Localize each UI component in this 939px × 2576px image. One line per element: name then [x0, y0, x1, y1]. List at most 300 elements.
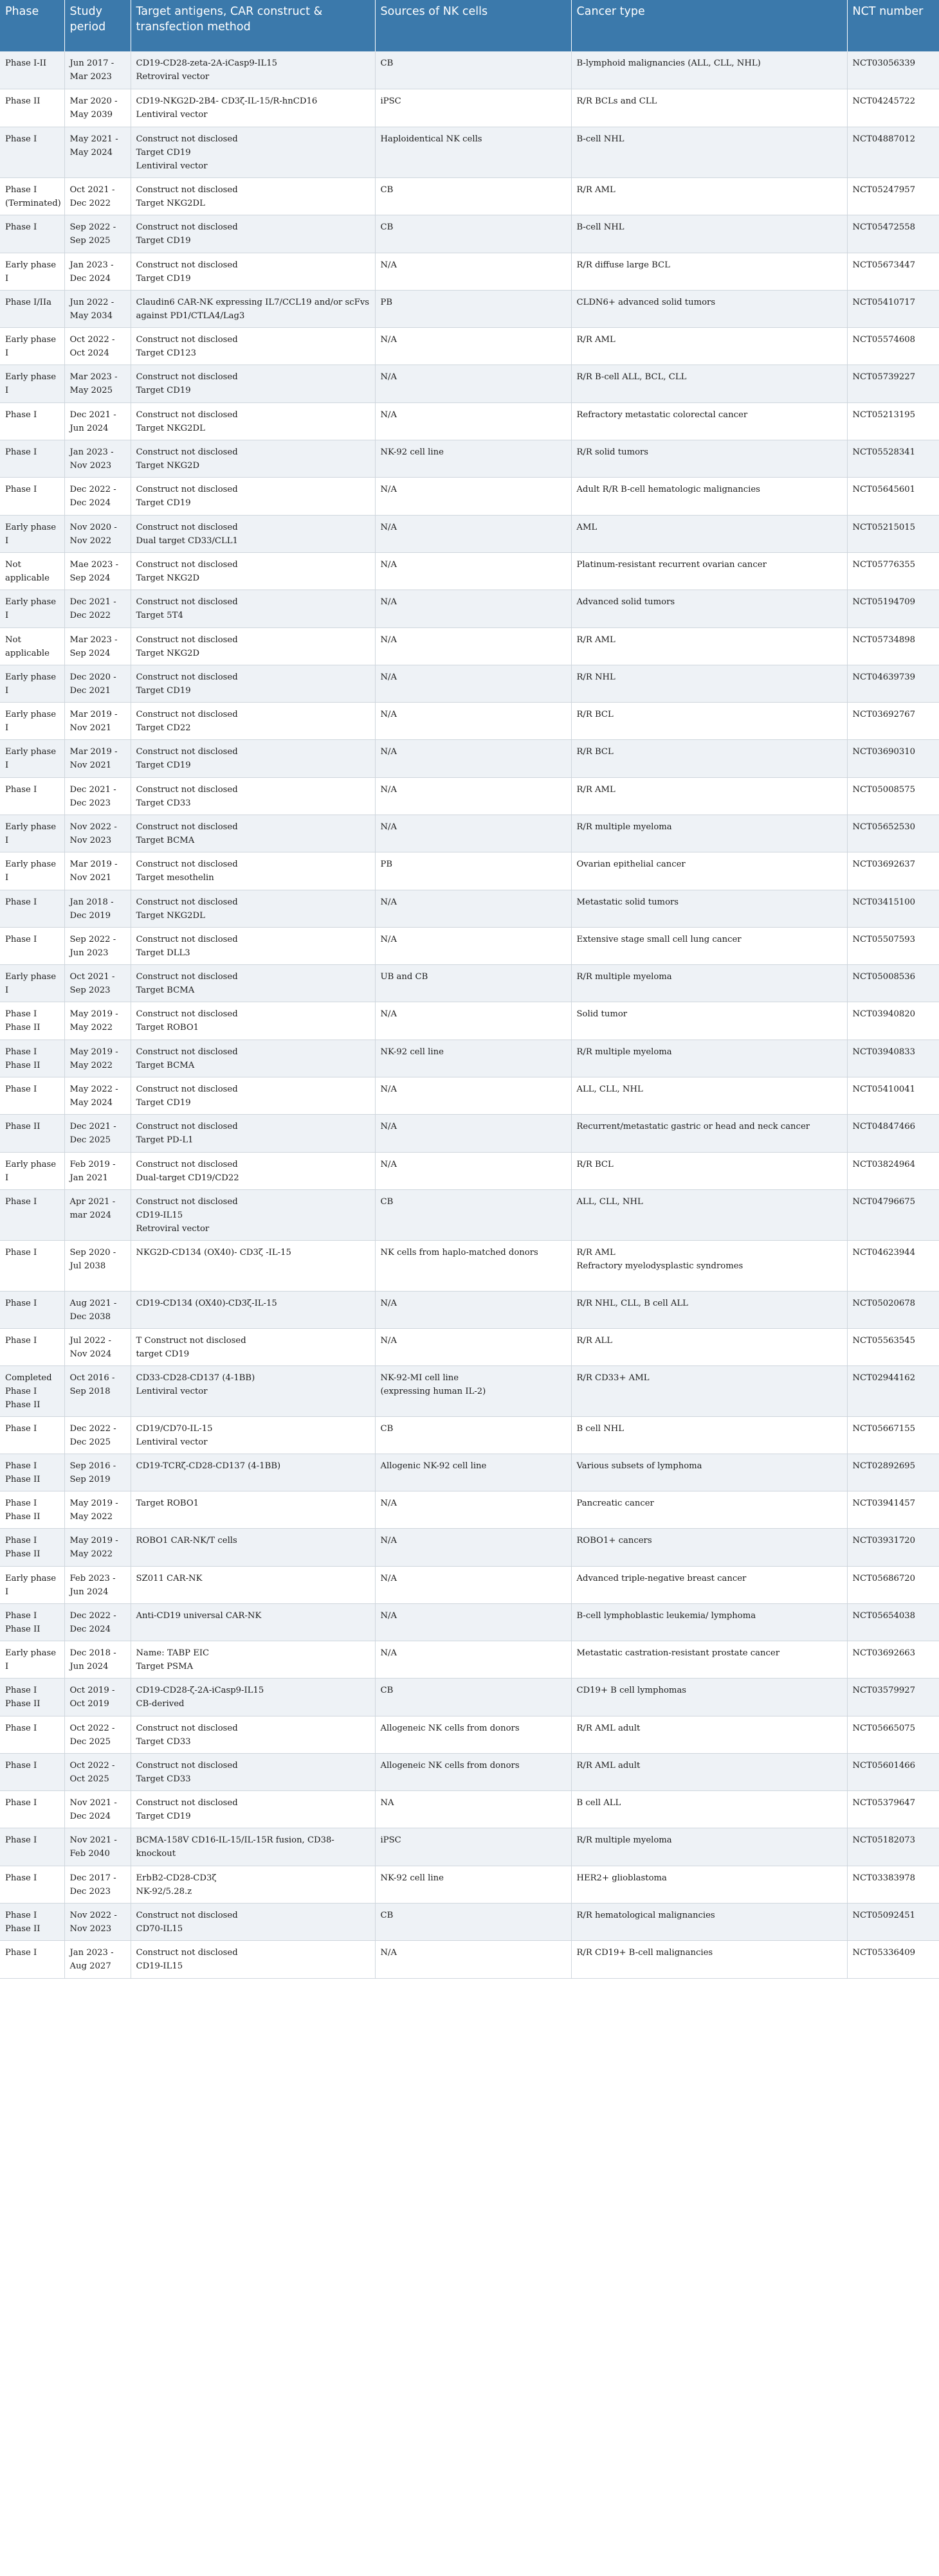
target-antigen-cell: Construct not disclosed Target CD19 [131, 665, 375, 702]
table-row [0, 890, 939, 927]
nct-number-cell: NCT03415100 [847, 890, 939, 927]
phase-cell: Completed Phase I Phase II [0, 1365, 64, 1416]
nk-source-cell: N/A [375, 590, 571, 627]
nk-source-cell: N/A [375, 365, 571, 402]
target-antigen-cell: Construct not disclosed Target mesothelin [131, 852, 375, 890]
table-row [0, 1603, 939, 1641]
cancer-type-cell: Recurrent/metastatic gastric or head and neck cancer [571, 1114, 847, 1152]
nct-number-cell: NCT05410041 [847, 1077, 939, 1114]
cancer-type-cell: R/R AML [571, 777, 847, 815]
study-period-cell: Dec 2017 - Dec 2023 [64, 1866, 131, 1903]
cancer-type-cell: R/R multiple myeloma [571, 1040, 847, 1077]
target-antigen-cell: NKG2D-CD134 (OX40)- CD3ζ -IL-15 [131, 1240, 375, 1291]
phase-cell: Not applicable [0, 627, 64, 665]
nk-source-cell: N/A [375, 777, 571, 815]
nct-number-cell: NCT03690310 [847, 739, 939, 777]
table-row [0, 1077, 939, 1114]
phase-cell: Early phase I [0, 1566, 64, 1603]
study-period-cell: Dec 2022 - Dec 2025 [64, 1416, 131, 1454]
nk-source-cell: N/A [375, 739, 571, 777]
nk-source-cell: N/A [375, 1114, 571, 1152]
cancer-type-cell: R/R NHL, CLL, B cell ALL [571, 1291, 847, 1328]
study-period-cell: Feb 2023 - Jun 2024 [64, 1566, 131, 1603]
phase-cell: Early phase I [0, 1641, 64, 1678]
table-body [0, 51, 939, 1978]
phase-cell: Early phase I [0, 702, 64, 739]
table-row [0, 1416, 939, 1454]
cancer-type-cell: R/R AML [571, 327, 847, 365]
study-period-cell: Sep 2020 - Jul 2038 [64, 1240, 131, 1291]
table-row [0, 964, 939, 1002]
target-antigen-cell: Construct not disclosed Target CD19 [131, 253, 375, 290]
table-row [0, 440, 939, 477]
nk-source-cell: N/A [375, 477, 571, 515]
table-row [0, 1189, 939, 1240]
nk-source-cell: iPSC [375, 89, 571, 127]
study-period-cell: Apr 2021 - mar 2024 [64, 1189, 131, 1240]
table-row [0, 1454, 939, 1491]
target-antigen-cell: CD19-CD28-zeta-2A-iCasp9-IL15 Retroviral vector [131, 51, 375, 89]
nct-number-cell: NCT02944162 [847, 1365, 939, 1416]
cancer-type-cell: R/R multiple myeloma [571, 815, 847, 852]
cancer-type-cell: Metastatic castration-resistant prostate cancer [571, 1641, 847, 1678]
phase-cell: Early phase I [0, 253, 64, 290]
nct-number-cell: NCT05673447 [847, 253, 939, 290]
nk-source-cell: N/A [375, 665, 571, 702]
cancer-type-cell: R/R CD33+ AML [571, 1365, 847, 1416]
nct-number-cell: NCT03383978 [847, 1866, 939, 1903]
nk-source-cell: CB [375, 1678, 571, 1716]
table-row [0, 51, 939, 89]
target-antigen-cell: Construct not disclosed Dual-target CD19/CD22 [131, 1152, 375, 1189]
nct-number-cell: NCT03056339 [847, 51, 939, 89]
target-antigen-cell: Construct not disclosed Target NKG2DL [131, 402, 375, 440]
nct-number-cell: NCT05686720 [847, 1566, 939, 1603]
target-antigen-cell: SZ011 CAR-NK [131, 1566, 375, 1603]
nct-number-cell: NCT05574608 [847, 327, 939, 365]
study-period-cell: May 2019 - May 2022 [64, 1002, 131, 1040]
cancer-type-cell: R/R hematological malignancies [571, 1903, 847, 1940]
target-antigen-cell: Construct not disclosed Target CD19 [131, 1077, 375, 1114]
study-period-cell: Dec 2021 - Jun 2024 [64, 402, 131, 440]
table-row [0, 215, 939, 253]
header-nk-source: Sources of NK cells [375, 0, 571, 51]
study-period-cell: Oct 2019 - Oct 2019 [64, 1678, 131, 1716]
nk-source-cell: N/A [375, 890, 571, 927]
table-row [0, 777, 939, 815]
study-period-cell: Mar 2019 - Nov 2021 [64, 702, 131, 739]
cancer-type-cell: R/R multiple myeloma [571, 964, 847, 1002]
phase-cell: Phase I [0, 1240, 64, 1291]
phase-cell: Phase I [0, 1753, 64, 1790]
study-period-cell: Dec 2021 - Dec 2025 [64, 1114, 131, 1152]
study-period-cell: May 2019 - May 2022 [64, 1040, 131, 1077]
target-antigen-cell: CD19/CD70-IL-15 Lentiviral vector [131, 1416, 375, 1454]
cancer-type-cell: ALL, CLL, NHL [571, 1189, 847, 1240]
phase-cell: Early phase I [0, 739, 64, 777]
nk-source-cell: iPSC [375, 1828, 571, 1866]
phase-cell: Phase I [0, 927, 64, 964]
target-antigen-cell: Construct not disclosed Target CD19 [131, 477, 375, 515]
table-row [0, 702, 939, 739]
table-row [0, 1566, 939, 1603]
cancer-type-cell: Various subsets of lymphoma [571, 1454, 847, 1491]
target-antigen-cell: Construct not disclosed Target NKG2D [131, 627, 375, 665]
nk-source-cell: Haploidentical NK cells [375, 127, 571, 177]
nk-source-cell: N/A [375, 927, 571, 964]
phase-cell: Not applicable [0, 552, 64, 590]
table-row [0, 1866, 939, 1903]
nct-number-cell: NCT03940820 [847, 1002, 939, 1040]
table-row [0, 739, 939, 777]
table-row [0, 1641, 939, 1678]
table-row [0, 1903, 939, 1940]
cancer-type-cell: R/R multiple myeloma [571, 1828, 847, 1866]
study-period-cell: Dec 2018 - Jun 2024 [64, 1641, 131, 1678]
cancer-type-cell: Ovarian epithelial cancer [571, 852, 847, 890]
phase-cell: Phase I [0, 440, 64, 477]
cancer-type-cell: R/R BCL [571, 739, 847, 777]
study-period-cell: Dec 2021 - Dec 2023 [64, 777, 131, 815]
nct-number-cell: NCT05734898 [847, 627, 939, 665]
cancer-type-cell: Refractory metastatic colorectal cancer [571, 402, 847, 440]
nk-source-cell: CB [375, 177, 571, 215]
nct-number-cell: NCT05507593 [847, 927, 939, 964]
nct-number-cell: NCT03692663 [847, 1641, 939, 1678]
study-period-cell: Jun 2022 - May 2034 [64, 290, 131, 327]
nct-number-cell: NCT03824964 [847, 1152, 939, 1189]
study-period-cell: Mar 2023 - May 2025 [64, 365, 131, 402]
nk-source-cell: NK-92 cell line [375, 440, 571, 477]
phase-cell: Phase I-II [0, 51, 64, 89]
nk-source-cell: N/A [375, 702, 571, 739]
nk-source-cell: N/A [375, 1291, 571, 1328]
study-period-cell: Jan 2023 - Nov 2023 [64, 440, 131, 477]
cancer-type-cell: B cell NHL [571, 1416, 847, 1454]
nct-number-cell: NCT05563545 [847, 1328, 939, 1365]
table-row [0, 1002, 939, 1040]
cancer-type-cell: R/R AML [571, 177, 847, 215]
nct-number-cell: NCT05213195 [847, 402, 939, 440]
nct-number-cell: NCT03579927 [847, 1678, 939, 1716]
nk-source-cell: N/A [375, 1002, 571, 1040]
phase-cell: Phase I [0, 477, 64, 515]
target-antigen-cell: CD19-CD134 (OX40)-CD3ζ-IL-15 [131, 1291, 375, 1328]
target-antigen-cell: Anti-CD19 universal CAR-NK [131, 1603, 375, 1641]
target-antigen-cell: Construct not disclosed Target CD123 [131, 327, 375, 365]
table-row [0, 627, 939, 665]
nct-number-cell: NCT03692637 [847, 852, 939, 890]
nk-source-cell: CB [375, 1903, 571, 1940]
cancer-type-cell: ALL, CLL, NHL [571, 1077, 847, 1114]
target-antigen-cell: Construct not disclosed Target NKG2D [131, 440, 375, 477]
study-period-cell: Mae 2023 - Sep 2024 [64, 552, 131, 590]
phase-cell: Early phase I [0, 515, 64, 552]
nct-number-cell: NCT05472558 [847, 215, 939, 253]
table-row [0, 515, 939, 552]
nct-number-cell: NCT05020678 [847, 1291, 939, 1328]
target-antigen-cell: Construct not disclosed Target BCMA [131, 1040, 375, 1077]
header-nct-number: NCT number [847, 0, 939, 51]
phase-cell: Early phase I [0, 852, 64, 890]
study-period-cell: Mar 2020 - May 2039 [64, 89, 131, 127]
cancer-type-cell: Pancreatic cancer [571, 1491, 847, 1528]
phase-cell: Phase I/IIa [0, 290, 64, 327]
table-row [0, 1678, 939, 1716]
phase-cell: Phase I [0, 1077, 64, 1114]
phase-cell: Phase I [0, 215, 64, 253]
phase-cell: Phase I [0, 1828, 64, 1866]
nk-source-cell: UB and CB [375, 964, 571, 1002]
nct-number-cell: NCT05528341 [847, 440, 939, 477]
phase-cell: Early phase I [0, 964, 64, 1002]
target-antigen-cell: CD19-NKG2D-2B4- CD3ζ-IL-15/R-hnCD16 Lentiviral vector [131, 89, 375, 127]
nk-source-cell: N/A [375, 1077, 571, 1114]
phase-cell: Phase I [0, 890, 64, 927]
header-phase: Phase [0, 0, 64, 51]
nct-number-cell: NCT05008536 [847, 964, 939, 1002]
table-row [0, 1716, 939, 1753]
target-antigen-cell: CD19-CD28-ζ-2A-iCasp9-IL15 CB-derived [131, 1678, 375, 1716]
phase-cell: Phase I [0, 402, 64, 440]
nct-number-cell: NCT04887012 [847, 127, 939, 177]
nct-number-cell: NCT05336409 [847, 1940, 939, 1978]
phase-cell: Phase I Phase II [0, 1903, 64, 1940]
nct-number-cell: NCT05739227 [847, 365, 939, 402]
phase-cell: Phase I [0, 1189, 64, 1240]
target-antigen-cell: Construct not disclosed Target CD19 [131, 739, 375, 777]
nct-number-cell: NCT04847466 [847, 1114, 939, 1152]
target-antigen-cell: Construct not disclosed Target CD33 [131, 777, 375, 815]
target-antigen-cell: Construct not disclosed Target BCMA [131, 815, 375, 852]
nct-number-cell: NCT05182073 [847, 1828, 939, 1866]
nk-source-cell: N/A [375, 1528, 571, 1566]
table-row [0, 1940, 939, 1978]
cancer-type-cell: Extensive stage small cell lung cancer [571, 927, 847, 964]
target-antigen-cell: Construct not disclosed Target NKG2DL [131, 890, 375, 927]
study-period-cell: Mar 2019 - Nov 2021 [64, 852, 131, 890]
nct-number-cell: NCT05410717 [847, 290, 939, 327]
nct-number-cell: NCT05776355 [847, 552, 939, 590]
study-period-cell: Jan 2023 - Aug 2027 [64, 1940, 131, 1978]
target-antigen-cell: CD33-CD28-CD137 (4-1BB) Lentiviral vector [131, 1365, 375, 1416]
target-antigen-cell: Construct not disclosed Target CD19 [131, 215, 375, 253]
study-period-cell: Oct 2016 - Sep 2018 [64, 1365, 131, 1416]
table-row [0, 552, 939, 590]
target-antigen-cell: CD19-TCRζ-CD28-CD137 (4-1BB) [131, 1454, 375, 1491]
nk-source-cell: N/A [375, 1603, 571, 1641]
table-row [0, 1114, 939, 1152]
cancer-type-cell: R/R CD19+ B-cell malignancies [571, 1940, 847, 1978]
nk-source-cell: NK-92-MI cell line (expressing human IL-2) [375, 1365, 571, 1416]
study-period-cell: Jun 2017 - Mar 2023 [64, 51, 131, 89]
nct-number-cell: NCT02892695 [847, 1454, 939, 1491]
nk-source-cell: NK-92 cell line [375, 1866, 571, 1903]
phase-cell: Phase I [0, 1790, 64, 1828]
nk-source-cell: CB [375, 1416, 571, 1454]
cancer-type-cell: Adult R/R B-cell hematologic malignancies [571, 477, 847, 515]
nk-source-cell: N/A [375, 327, 571, 365]
nct-number-cell: NCT05008575 [847, 777, 939, 815]
target-antigen-cell: Construct not disclosed Target CD19 [131, 365, 375, 402]
study-period-cell: Oct 2021 - Dec 2022 [64, 177, 131, 215]
nk-source-cell: N/A [375, 1566, 571, 1603]
table-row [0, 1828, 939, 1866]
table-row [0, 852, 939, 890]
target-antigen-cell: Construct not disclosed Target NKG2D [131, 552, 375, 590]
nk-source-cell: CB [375, 1189, 571, 1240]
table-row [0, 253, 939, 290]
phase-cell: Phase I Phase II [0, 1603, 64, 1641]
phase-cell: Phase I [0, 1291, 64, 1328]
study-period-cell: May 2021 - May 2024 [64, 127, 131, 177]
phase-cell: Phase I [0, 1866, 64, 1903]
cancer-type-cell: R/R BCL [571, 702, 847, 739]
phase-cell: Phase I Phase II [0, 1528, 64, 1566]
nk-source-cell: N/A [375, 1152, 571, 1189]
study-period-cell: Sep 2022 - Sep 2025 [64, 215, 131, 253]
nct-number-cell: NCT03941457 [847, 1491, 939, 1528]
target-antigen-cell: ErbB2-CD28-CD3ζ NK-92/5.28.z [131, 1866, 375, 1903]
cancer-type-cell: HER2+ glioblastoma [571, 1866, 847, 1903]
table-row [0, 177, 939, 215]
study-period-cell: Mar 2023 - Sep 2024 [64, 627, 131, 665]
header-cancer-type: Cancer type [571, 0, 847, 51]
nk-source-cell: N/A [375, 1491, 571, 1528]
nct-number-cell: NCT05092451 [847, 1903, 939, 1940]
cancer-type-cell: B-cell lymphoblastic leukemia/ lymphoma [571, 1603, 847, 1641]
header-study-period: Study period [64, 0, 131, 51]
target-antigen-cell: Construct not disclosed Target CD33 [131, 1753, 375, 1790]
table-row [0, 402, 939, 440]
cancer-type-cell: R/R AML [571, 627, 847, 665]
cancer-type-cell: R/R NHL [571, 665, 847, 702]
nct-number-cell: NCT05652530 [847, 815, 939, 852]
cancer-type-cell: B cell ALL [571, 1790, 847, 1828]
cancer-type-cell: R/R BCLs and CLL [571, 89, 847, 127]
study-period-cell: Jul 2022 - Nov 2024 [64, 1328, 131, 1365]
nk-source-cell: N/A [375, 1328, 571, 1365]
phase-cell: Phase II [0, 1114, 64, 1152]
nk-source-cell: N/A [375, 815, 571, 852]
cancer-type-cell: R/R B-cell ALL, BCL, CLL [571, 365, 847, 402]
nct-number-cell: NCT03692767 [847, 702, 939, 739]
study-period-cell: Dec 2022 - Dec 2024 [64, 477, 131, 515]
nct-number-cell: NCT05665075 [847, 1716, 939, 1753]
study-period-cell: Oct 2022 - Dec 2025 [64, 1716, 131, 1753]
target-antigen-cell: Construct not disclosed Target CD19 [131, 1790, 375, 1828]
study-period-cell: Nov 2020 - Nov 2022 [64, 515, 131, 552]
nk-source-cell: NK-92 cell line [375, 1040, 571, 1077]
nk-source-cell: CB [375, 51, 571, 89]
phase-cell: Phase I Phase II [0, 1678, 64, 1716]
phase-cell: Early phase I [0, 665, 64, 702]
nct-number-cell: NCT05379647 [847, 1790, 939, 1828]
nct-number-cell: NCT05194709 [847, 590, 939, 627]
nk-source-cell: Allogeneic NK cells from donors [375, 1753, 571, 1790]
nct-number-cell: NCT03931720 [847, 1528, 939, 1566]
cancer-type-cell: R/R AML Refractory myelodysplastic syndromes [571, 1240, 847, 1291]
table-row [0, 127, 939, 177]
cancer-type-cell: AML [571, 515, 847, 552]
cancer-type-cell: B-cell NHL [571, 127, 847, 177]
nct-number-cell: NCT05667155 [847, 1416, 939, 1454]
phase-cell: Phase I [0, 127, 64, 177]
study-period-cell: Feb 2019 - Jan 2021 [64, 1152, 131, 1189]
phase-cell: Early phase I [0, 327, 64, 365]
nk-source-cell: N/A [375, 1940, 571, 1978]
phase-cell: Phase I [0, 1416, 64, 1454]
study-period-cell: Oct 2021 - Sep 2023 [64, 964, 131, 1002]
header-target-antigens: Target antigens, CAR construct & transfection method [131, 0, 375, 51]
cancer-type-cell: R/R diffuse large BCL [571, 253, 847, 290]
phase-cell: Early phase I [0, 815, 64, 852]
table-row [0, 1491, 939, 1528]
nk-source-cell: NK cells from haplo-matched donors [375, 1240, 571, 1291]
study-period-cell: Dec 2022 - Dec 2024 [64, 1603, 131, 1641]
target-antigen-cell: Construct not disclosed Target 5T4 [131, 590, 375, 627]
study-period-cell: Dec 2021 - Dec 2022 [64, 590, 131, 627]
cancer-type-cell: Advanced solid tumors [571, 590, 847, 627]
nk-source-cell: N/A [375, 552, 571, 590]
phase-cell: Phase I [0, 1716, 64, 1753]
study-period-cell: Sep 2022 - Jun 2023 [64, 927, 131, 964]
nct-number-cell: NCT04245722 [847, 89, 939, 127]
table-row [0, 1152, 939, 1189]
nct-number-cell: NCT05601466 [847, 1753, 939, 1790]
phase-cell: Phase I [0, 777, 64, 815]
nk-source-cell: PB [375, 852, 571, 890]
nk-source-cell: PB [375, 290, 571, 327]
cancer-type-cell: Advanced triple-negative breast cancer [571, 1566, 847, 1603]
cancer-type-cell: B-lymphoid malignancies (ALL, CLL, NHL) [571, 51, 847, 89]
target-antigen-cell: ROBO1 CAR-NK/T cells [131, 1528, 375, 1566]
nct-number-cell: NCT05654038 [847, 1603, 939, 1641]
target-antigen-cell: Target ROBO1 [131, 1491, 375, 1528]
target-antigen-cell: Construct not disclosed CD70-IL15 [131, 1903, 375, 1940]
nk-source-cell: N/A [375, 253, 571, 290]
nk-source-cell: N/A [375, 627, 571, 665]
cancer-type-cell: Metastatic solid tumors [571, 890, 847, 927]
cancer-type-cell: CLDN6+ advanced solid tumors [571, 290, 847, 327]
nk-source-cell: N/A [375, 402, 571, 440]
target-antigen-cell: Construct not disclosed Target CD19 Lentiviral vector [131, 127, 375, 177]
cancer-type-cell: B-cell NHL [571, 215, 847, 253]
phase-cell: Early phase I [0, 590, 64, 627]
table-row [0, 927, 939, 964]
cancer-type-cell: R/R BCL [571, 1152, 847, 1189]
table-row [0, 1291, 939, 1328]
cancer-type-cell: Solid tumor [571, 1002, 847, 1040]
cancer-type-cell: R/R solid tumors [571, 440, 847, 477]
cancer-type-cell: R/R AML adult [571, 1753, 847, 1790]
target-antigen-cell: Construct not disclosed Target PD-L1 [131, 1114, 375, 1152]
table-row [0, 1240, 939, 1291]
nct-number-cell: NCT04623944 [847, 1240, 939, 1291]
phase-cell: Phase I Phase II [0, 1491, 64, 1528]
target-antigen-cell: Construct not disclosed Target BCMA [131, 964, 375, 1002]
cancer-type-cell: CD19+ B cell lymphomas [571, 1678, 847, 1716]
table-row [0, 590, 939, 627]
study-period-cell: Aug 2021 - Dec 2038 [64, 1291, 131, 1328]
nct-number-cell: NCT05247957 [847, 177, 939, 215]
table-row [0, 365, 939, 402]
target-antigen-cell: Construct not disclosed Target DLL3 [131, 927, 375, 964]
target-antigen-cell: Construct not disclosed Target NKG2DL [131, 177, 375, 215]
phase-cell: Early phase I [0, 365, 64, 402]
study-period-cell: Jan 2023 - Dec 2024 [64, 253, 131, 290]
nct-number-cell: NCT04796675 [847, 1189, 939, 1240]
